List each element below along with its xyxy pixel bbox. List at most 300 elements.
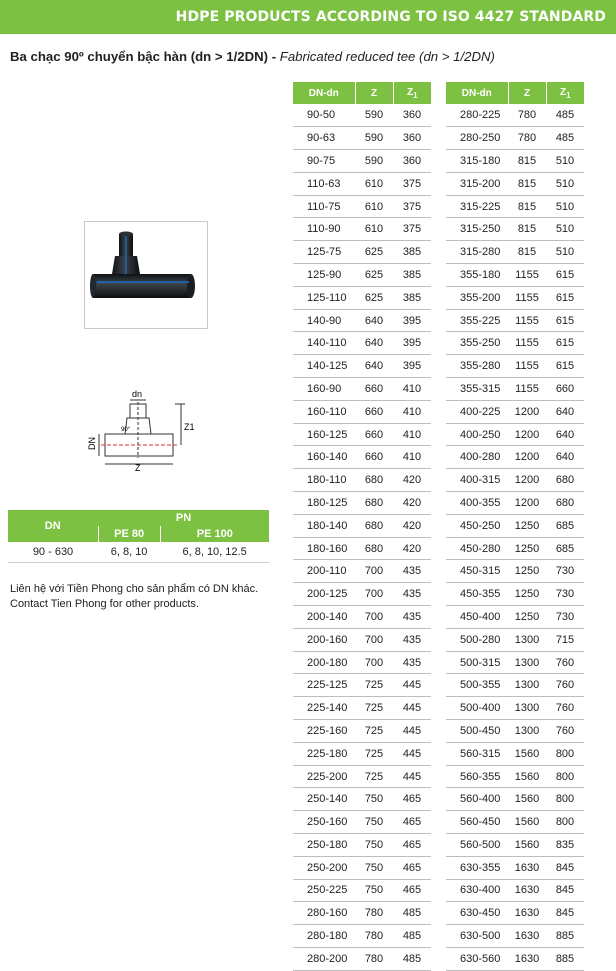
cell-dn-dn: 355-280 bbox=[446, 355, 508, 378]
cell-z1: 385 bbox=[393, 286, 431, 309]
table-row bbox=[446, 423, 584, 446]
cell-dn-dn: 90-63 bbox=[293, 127, 355, 150]
cell-z1: 760 bbox=[546, 697, 584, 720]
cell-dn-dn: 315-280 bbox=[446, 241, 508, 264]
cell-z: 725 bbox=[355, 765, 393, 788]
cell-z: 680 bbox=[355, 469, 393, 492]
table-row bbox=[446, 674, 584, 697]
table-row bbox=[446, 286, 584, 309]
table-row bbox=[293, 947, 431, 970]
cell-z1: 615 bbox=[546, 332, 584, 355]
cell-z1: 385 bbox=[393, 241, 431, 264]
cell-z: 1200 bbox=[508, 492, 546, 515]
cell-z1: 685 bbox=[546, 514, 584, 537]
table-row bbox=[446, 583, 584, 606]
cell-z1: 510 bbox=[546, 150, 584, 173]
cell-z1: 485 bbox=[393, 947, 431, 970]
cell-z: 815 bbox=[508, 150, 546, 173]
cell-dn-dn: 200-110 bbox=[293, 560, 355, 583]
cell-dn-dn: 280-250 bbox=[446, 127, 508, 150]
cell-z1: 410 bbox=[393, 378, 431, 401]
table-row bbox=[293, 514, 431, 537]
cell-z: 590 bbox=[355, 104, 393, 127]
cell-z1: 410 bbox=[393, 423, 431, 446]
table-row bbox=[446, 446, 584, 469]
col-header-z: Z bbox=[355, 82, 393, 104]
table-row bbox=[293, 469, 431, 492]
cell-z: 590 bbox=[355, 150, 393, 173]
cell-z: 660 bbox=[355, 423, 393, 446]
contact-english: Contact Tien Phong for other products. bbox=[10, 598, 199, 610]
cell-z: 680 bbox=[355, 492, 393, 515]
col-header-z1: $Z_1$ bbox=[546, 82, 584, 104]
cell-dn-dn: 200-180 bbox=[293, 651, 355, 674]
cell-z1: 410 bbox=[393, 400, 431, 423]
table-row bbox=[293, 332, 431, 355]
pn-header-pn: PN bbox=[98, 510, 269, 526]
cell-z1: 435 bbox=[393, 628, 431, 651]
cell-z1: 510 bbox=[546, 195, 584, 218]
title-english: Fabricated reduced tee (dn > 1/2DN) bbox=[279, 49, 495, 64]
table-row bbox=[446, 720, 584, 743]
table-row bbox=[446, 400, 584, 423]
table-row bbox=[293, 925, 431, 948]
cell-dn-dn: 180-110 bbox=[293, 469, 355, 492]
cell-dn-dn: 125-110 bbox=[293, 286, 355, 309]
col-header-z: Z bbox=[508, 82, 546, 104]
cell-z: 815 bbox=[508, 172, 546, 195]
cell-z: 1250 bbox=[508, 583, 546, 606]
cell-z1: 435 bbox=[393, 606, 431, 629]
table-row bbox=[446, 104, 584, 127]
table-row bbox=[293, 241, 431, 264]
cell-dn-dn: 140-90 bbox=[293, 309, 355, 332]
cell-z1: 395 bbox=[393, 332, 431, 355]
cell-dn-dn: 315-225 bbox=[446, 195, 508, 218]
drawing-label-dn: dn bbox=[132, 389, 143, 399]
cell-dn-dn: 225-200 bbox=[293, 765, 355, 788]
dimension-table-right bbox=[446, 82, 584, 971]
cell-z1: 375 bbox=[393, 218, 431, 241]
table-row bbox=[446, 469, 584, 492]
cell-z1: 395 bbox=[393, 355, 431, 378]
cell-z: 700 bbox=[355, 651, 393, 674]
cell-z: 700 bbox=[355, 628, 393, 651]
cell-z: 640 bbox=[355, 355, 393, 378]
cell-z: 640 bbox=[355, 309, 393, 332]
cell-dn-dn: 250-160 bbox=[293, 811, 355, 834]
col-header-dn: DN-dn bbox=[446, 82, 508, 104]
cell-z: 1200 bbox=[508, 446, 546, 469]
cell-z1: 845 bbox=[546, 902, 584, 925]
cell-z1: 445 bbox=[393, 674, 431, 697]
cell-z1: 420 bbox=[393, 469, 431, 492]
cell-z1: 445 bbox=[393, 720, 431, 743]
cell-z: 1250 bbox=[508, 514, 546, 537]
cell-dn-dn: 450-315 bbox=[446, 560, 508, 583]
table-row bbox=[446, 788, 584, 811]
cell-z: 1300 bbox=[508, 628, 546, 651]
cell-dn-dn: 500-355 bbox=[446, 674, 508, 697]
cell-z: 780 bbox=[355, 925, 393, 948]
cell-z: 1300 bbox=[508, 720, 546, 743]
table-row bbox=[293, 856, 431, 879]
cell-dn-dn: 280-160 bbox=[293, 902, 355, 925]
cell-z1: 465 bbox=[393, 879, 431, 902]
cell-dn-dn: 280-180 bbox=[293, 925, 355, 948]
cell-dn-dn: 400-250 bbox=[446, 423, 508, 446]
cell-z1: 375 bbox=[393, 195, 431, 218]
pn-header-pe80: PE 80 bbox=[98, 526, 160, 542]
table-row bbox=[293, 150, 431, 173]
table-row bbox=[446, 241, 584, 264]
cell-z1: 640 bbox=[546, 423, 584, 446]
cell-z1: 680 bbox=[546, 492, 584, 515]
cell-z1: 800 bbox=[546, 765, 584, 788]
cell-dn-dn: 630-355 bbox=[446, 856, 508, 879]
table-row bbox=[446, 378, 584, 401]
cell-dn-dn: 225-125 bbox=[293, 674, 355, 697]
cell-z1: 360 bbox=[393, 127, 431, 150]
cell-z1: 360 bbox=[393, 104, 431, 127]
table-row bbox=[293, 172, 431, 195]
table-row bbox=[446, 218, 584, 241]
table-row bbox=[293, 400, 431, 423]
table-row bbox=[446, 606, 584, 629]
cell-dn-dn: 630-400 bbox=[446, 879, 508, 902]
table-row bbox=[446, 697, 584, 720]
table-row bbox=[293, 765, 431, 788]
cell-dn-dn: 450-400 bbox=[446, 606, 508, 629]
cell-dn-dn: 180-160 bbox=[293, 537, 355, 560]
table-row bbox=[293, 628, 431, 651]
cell-z: 640 bbox=[355, 332, 393, 355]
cell-dn-dn: 630-560 bbox=[446, 947, 508, 970]
page-title bbox=[10, 49, 495, 64]
table-row bbox=[446, 264, 584, 287]
cell-z1: 885 bbox=[546, 947, 584, 970]
cell-z1: 395 bbox=[393, 309, 431, 332]
table-row bbox=[293, 446, 431, 469]
cell-dn-dn: 355-225 bbox=[446, 309, 508, 332]
drawing-label-z: Z bbox=[135, 463, 141, 473]
cell-z: 780 bbox=[508, 104, 546, 127]
table-row bbox=[446, 879, 584, 902]
cell-z1: 760 bbox=[546, 674, 584, 697]
cell-z: 725 bbox=[355, 742, 393, 765]
cell-dn-dn: 140-125 bbox=[293, 355, 355, 378]
table-row bbox=[293, 720, 431, 743]
tee-fitting-icon bbox=[85, 222, 207, 328]
cell-z: 1300 bbox=[508, 674, 546, 697]
table-row bbox=[446, 195, 584, 218]
cell-dn-dn: 160-140 bbox=[293, 446, 355, 469]
pn-cell-pe100: 6, 8, 10, 12.5 bbox=[160, 542, 269, 562]
table-row bbox=[293, 583, 431, 606]
cell-z: 1560 bbox=[508, 834, 546, 857]
cell-dn-dn: 110-90 bbox=[293, 218, 355, 241]
cell-z: 1155 bbox=[508, 378, 546, 401]
cell-z1: 510 bbox=[546, 218, 584, 241]
cell-z1: 510 bbox=[546, 241, 584, 264]
header-banner: HDPE PRODUCTS ACCORDING TO ISO 4427 STANDARD bbox=[0, 0, 616, 34]
drawing-label-DN: DN bbox=[87, 437, 97, 450]
cell-z1: 485 bbox=[393, 902, 431, 925]
table-row bbox=[446, 309, 584, 332]
cell-dn-dn: 125-90 bbox=[293, 264, 355, 287]
cell-z1: 420 bbox=[393, 537, 431, 560]
cell-z1: 715 bbox=[546, 628, 584, 651]
cell-z1: 445 bbox=[393, 742, 431, 765]
cell-dn-dn: 90-75 bbox=[293, 150, 355, 173]
cell-dn-dn: 560-400 bbox=[446, 788, 508, 811]
cell-dn-dn: 160-90 bbox=[293, 378, 355, 401]
table-row bbox=[446, 127, 584, 150]
table-row bbox=[446, 492, 584, 515]
cell-z1: 835 bbox=[546, 834, 584, 857]
table-row bbox=[293, 492, 431, 515]
pn-header-dn: DN bbox=[8, 510, 98, 542]
table-row bbox=[293, 788, 431, 811]
cell-dn-dn: 280-200 bbox=[293, 947, 355, 970]
table-row bbox=[446, 902, 584, 925]
cell-z: 1630 bbox=[508, 925, 546, 948]
col-header-z1: $Z_1$ bbox=[393, 82, 431, 104]
cell-z: 1155 bbox=[508, 286, 546, 309]
cell-z: 725 bbox=[355, 697, 393, 720]
cell-dn-dn: 400-315 bbox=[446, 469, 508, 492]
table-row bbox=[446, 765, 584, 788]
cell-z: 1630 bbox=[508, 879, 546, 902]
cell-z: 625 bbox=[355, 264, 393, 287]
table-row bbox=[446, 355, 584, 378]
table-row bbox=[293, 902, 431, 925]
cell-z: 1630 bbox=[508, 856, 546, 879]
cell-z1: 385 bbox=[393, 264, 431, 287]
table-row bbox=[293, 674, 431, 697]
cell-z1: 465 bbox=[393, 788, 431, 811]
cell-z1: 485 bbox=[546, 104, 584, 127]
cell-z1: 615 bbox=[546, 264, 584, 287]
cell-z: 750 bbox=[355, 811, 393, 834]
cell-dn-dn: 200-125 bbox=[293, 583, 355, 606]
cell-z: 1155 bbox=[508, 264, 546, 287]
table-row bbox=[446, 628, 584, 651]
cell-z1: 730 bbox=[546, 583, 584, 606]
col-header-dn: DN-dn bbox=[293, 82, 355, 104]
cell-z: 815 bbox=[508, 218, 546, 241]
cell-dn-dn: 180-140 bbox=[293, 514, 355, 537]
cell-dn-dn: 280-225 bbox=[446, 104, 508, 127]
cell-z: 815 bbox=[508, 195, 546, 218]
cell-z: 610 bbox=[355, 218, 393, 241]
title-vietnamese: Ba chạc 90º chuyển bậc hàn (dn > 1/2DN) - bbox=[10, 49, 277, 64]
table-row bbox=[293, 423, 431, 446]
cell-z: 1250 bbox=[508, 560, 546, 583]
pn-cell-pe80: 6, 8, 10 bbox=[98, 542, 160, 562]
cell-z: 625 bbox=[355, 286, 393, 309]
cell-z1: 760 bbox=[546, 651, 584, 674]
table-row bbox=[293, 560, 431, 583]
cell-z1: 420 bbox=[393, 492, 431, 515]
cell-z: 750 bbox=[355, 856, 393, 879]
cell-dn-dn: 355-200 bbox=[446, 286, 508, 309]
cell-dn-dn: 250-140 bbox=[293, 788, 355, 811]
cell-z1: 660 bbox=[546, 378, 584, 401]
table-row bbox=[446, 811, 584, 834]
cell-dn-dn: 315-250 bbox=[446, 218, 508, 241]
cell-z: 815 bbox=[508, 241, 546, 264]
cell-z: 680 bbox=[355, 537, 393, 560]
table-row bbox=[293, 879, 431, 902]
cell-dn-dn: 160-125 bbox=[293, 423, 355, 446]
table-row bbox=[293, 218, 431, 241]
cell-dn-dn: 90-50 bbox=[293, 104, 355, 127]
dimension-drawing bbox=[85, 388, 195, 472]
cell-dn-dn: 315-200 bbox=[446, 172, 508, 195]
table-row bbox=[446, 947, 584, 970]
table-row bbox=[293, 286, 431, 309]
table-row bbox=[446, 856, 584, 879]
cell-dn-dn: 450-355 bbox=[446, 583, 508, 606]
table-row bbox=[293, 742, 431, 765]
cell-z: 700 bbox=[355, 583, 393, 606]
cell-dn-dn: 225-140 bbox=[293, 697, 355, 720]
cell-z1: 420 bbox=[393, 514, 431, 537]
cell-z1: 465 bbox=[393, 811, 431, 834]
product-photo bbox=[84, 221, 208, 329]
cell-z: 1560 bbox=[508, 742, 546, 765]
cell-z: 780 bbox=[508, 127, 546, 150]
pn-cell-dn: 90 - 630 bbox=[8, 542, 98, 562]
contact-vietnamese: Liên hệ với Tiền Phong cho sản phẩm có DN khác. bbox=[10, 583, 259, 595]
table-row bbox=[446, 742, 584, 765]
cell-z1: 435 bbox=[393, 651, 431, 674]
cell-dn-dn: 500-450 bbox=[446, 720, 508, 743]
cell-dn-dn: 250-225 bbox=[293, 879, 355, 902]
dimension-table-left bbox=[293, 82, 431, 971]
cell-z1: 615 bbox=[546, 355, 584, 378]
cell-z1: 615 bbox=[546, 309, 584, 332]
cell-z1: 885 bbox=[546, 925, 584, 948]
table-row bbox=[293, 309, 431, 332]
cell-dn-dn: 560-315 bbox=[446, 742, 508, 765]
cell-z: 625 bbox=[355, 241, 393, 264]
cell-z1: 615 bbox=[546, 286, 584, 309]
cell-z1: 485 bbox=[546, 127, 584, 150]
cell-dn-dn: 500-280 bbox=[446, 628, 508, 651]
cell-dn-dn: 110-75 bbox=[293, 195, 355, 218]
cell-dn-dn: 200-160 bbox=[293, 628, 355, 651]
cell-dn-dn: 560-450 bbox=[446, 811, 508, 834]
cell-dn-dn: 355-180 bbox=[446, 264, 508, 287]
cell-z: 1300 bbox=[508, 651, 546, 674]
pn-header-pe100: PE 100 bbox=[160, 526, 269, 542]
table-row bbox=[293, 651, 431, 674]
drawing-label-angle: 90° bbox=[121, 427, 131, 433]
cell-z1: 730 bbox=[546, 560, 584, 583]
cell-z: 725 bbox=[355, 674, 393, 697]
table-row bbox=[293, 104, 431, 127]
cell-z1: 485 bbox=[393, 925, 431, 948]
cell-z: 1630 bbox=[508, 902, 546, 925]
cell-dn-dn: 250-200 bbox=[293, 856, 355, 879]
cell-dn-dn: 500-315 bbox=[446, 651, 508, 674]
cell-z1: 465 bbox=[393, 834, 431, 857]
cell-z1: 445 bbox=[393, 697, 431, 720]
cell-z1: 845 bbox=[546, 856, 584, 879]
cell-z1: 375 bbox=[393, 172, 431, 195]
table-row bbox=[446, 651, 584, 674]
cell-dn-dn: 315-180 bbox=[446, 150, 508, 173]
contact-note bbox=[10, 582, 258, 612]
cell-z1: 435 bbox=[393, 583, 431, 606]
table-row bbox=[446, 150, 584, 173]
cell-z: 1560 bbox=[508, 811, 546, 834]
cell-z: 1155 bbox=[508, 309, 546, 332]
cell-z: 1155 bbox=[508, 332, 546, 355]
cell-z: 1630 bbox=[508, 947, 546, 970]
cell-z: 750 bbox=[355, 788, 393, 811]
cell-z: 1560 bbox=[508, 788, 546, 811]
drawing-label-z1: Z1 bbox=[184, 422, 195, 432]
table-row bbox=[293, 127, 431, 150]
cell-z: 750 bbox=[355, 834, 393, 857]
cell-dn-dn: 630-450 bbox=[446, 902, 508, 925]
cell-dn-dn: 560-500 bbox=[446, 834, 508, 857]
cell-z1: 730 bbox=[546, 606, 584, 629]
cell-z: 1200 bbox=[508, 469, 546, 492]
pressure-rating-table bbox=[8, 510, 269, 563]
cell-dn-dn: 355-250 bbox=[446, 332, 508, 355]
cell-dn-dn: 400-355 bbox=[446, 492, 508, 515]
cell-z: 780 bbox=[355, 902, 393, 925]
cell-dn-dn: 225-180 bbox=[293, 742, 355, 765]
table-row bbox=[446, 332, 584, 355]
cell-z1: 510 bbox=[546, 172, 584, 195]
table-row bbox=[446, 514, 584, 537]
cell-z1: 640 bbox=[546, 446, 584, 469]
cell-z: 1300 bbox=[508, 697, 546, 720]
cell-z1: 445 bbox=[393, 765, 431, 788]
cell-z: 1200 bbox=[508, 400, 546, 423]
cell-z: 680 bbox=[355, 514, 393, 537]
cell-z: 1200 bbox=[508, 423, 546, 446]
table-row bbox=[293, 606, 431, 629]
cell-dn-dn: 160-110 bbox=[293, 400, 355, 423]
cell-z: 610 bbox=[355, 195, 393, 218]
cell-z1: 435 bbox=[393, 560, 431, 583]
cell-dn-dn: 110-63 bbox=[293, 172, 355, 195]
table-row bbox=[446, 537, 584, 560]
cell-z: 660 bbox=[355, 378, 393, 401]
cell-dn-dn: 125-75 bbox=[293, 241, 355, 264]
table-row bbox=[446, 560, 584, 583]
cell-dn-dn: 225-160 bbox=[293, 720, 355, 743]
cell-dn-dn: 500-400 bbox=[446, 697, 508, 720]
cell-z: 700 bbox=[355, 560, 393, 583]
cell-z: 700 bbox=[355, 606, 393, 629]
cell-z1: 465 bbox=[393, 856, 431, 879]
cell-z1: 845 bbox=[546, 879, 584, 902]
cell-dn-dn: 450-280 bbox=[446, 537, 508, 560]
cell-dn-dn: 355-315 bbox=[446, 378, 508, 401]
cell-z: 1250 bbox=[508, 537, 546, 560]
cell-z1: 680 bbox=[546, 469, 584, 492]
cell-dn-dn: 400-225 bbox=[446, 400, 508, 423]
table-row bbox=[293, 697, 431, 720]
table-row bbox=[293, 264, 431, 287]
